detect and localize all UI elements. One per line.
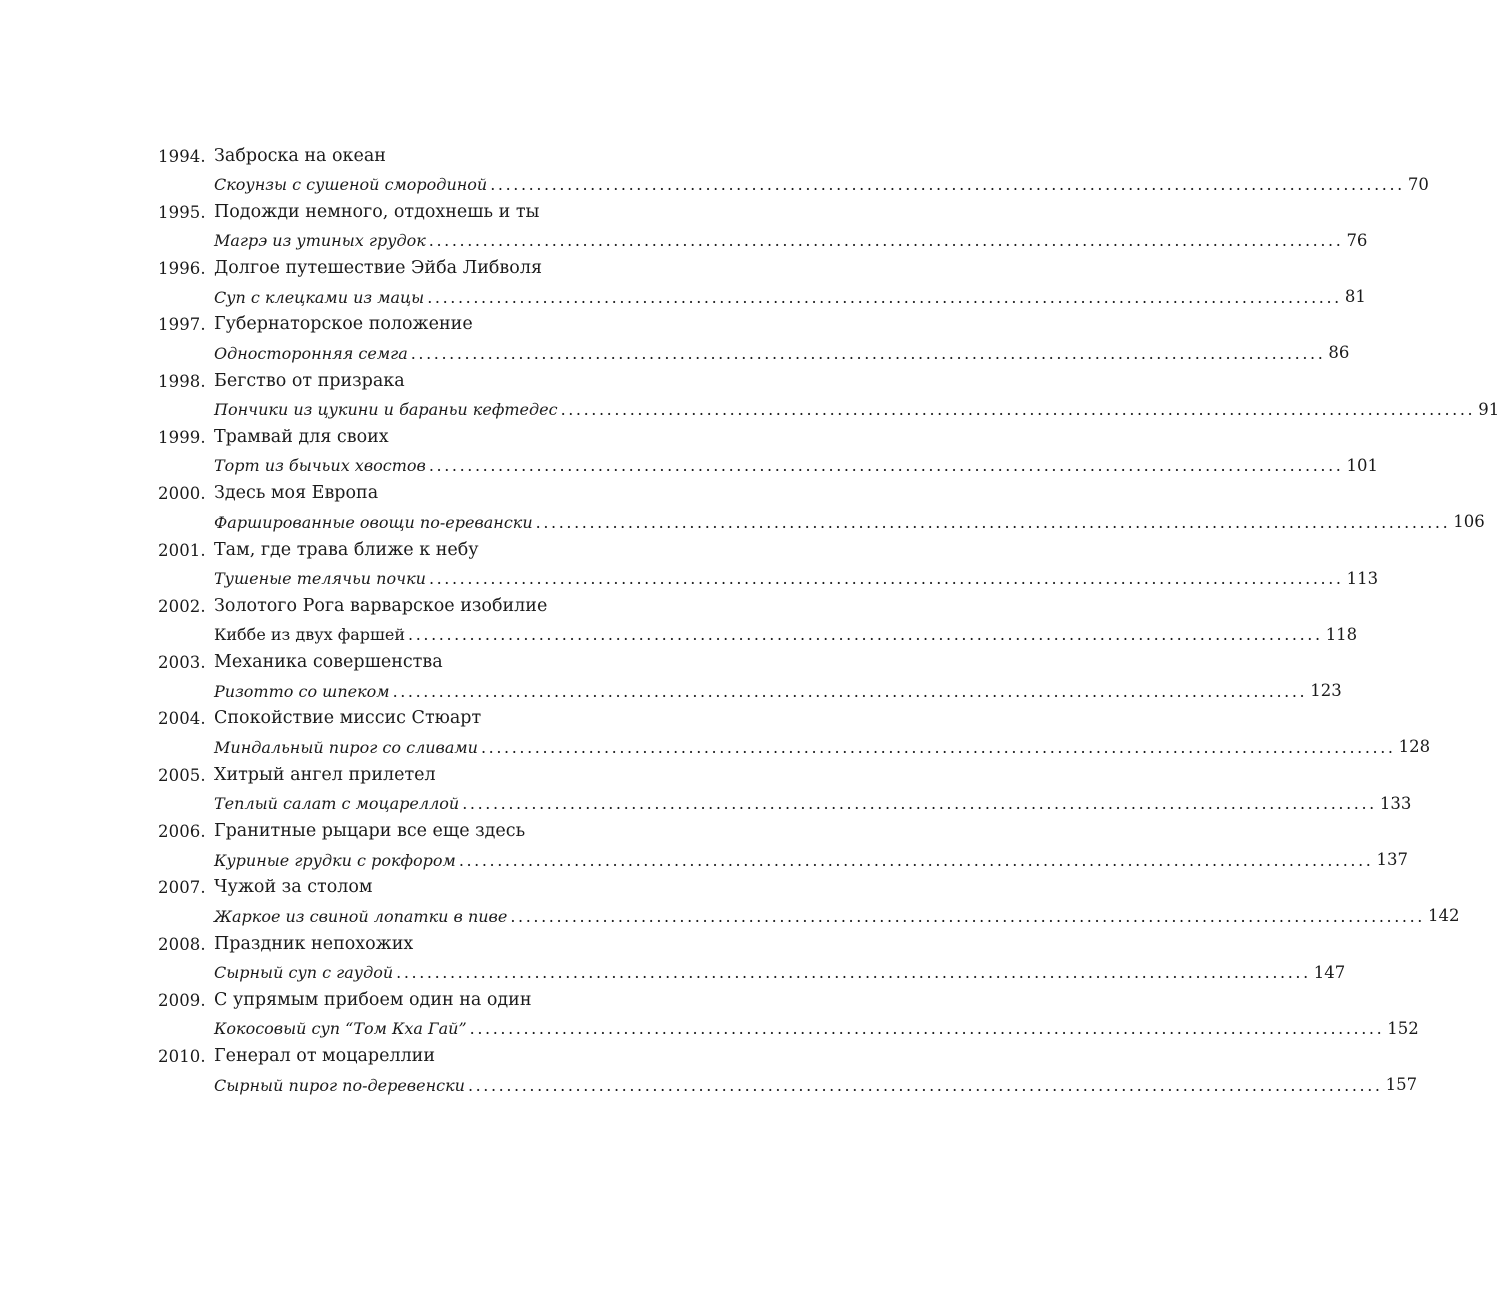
toc-entry-recipe-line bbox=[214, 562, 1379, 590]
toc-chapter-title: Губернаторское положение bbox=[214, 314, 473, 335]
toc-entry-heading bbox=[158, 984, 762, 1012]
toc-entry-recipe-line bbox=[214, 1012, 1419, 1040]
dot-leader: ....................................................................................................................... bbox=[510, 906, 1425, 926]
toc-page-number: 76 bbox=[1346, 230, 1368, 250]
toc-page-number: 142 bbox=[1427, 906, 1460, 926]
toc-page-number: 128 bbox=[1398, 737, 1431, 757]
toc-entry-recipe-line bbox=[214, 506, 1485, 534]
dot-leader: ....................................................................................................................... bbox=[428, 569, 1344, 589]
toc-entry bbox=[158, 928, 1346, 984]
toc-recipe-title: Сырный суп с гаудой bbox=[214, 963, 394, 983]
toc-chapter-title: Хитрый ангел прилетел bbox=[214, 764, 436, 785]
toc-page-number: 113 bbox=[1346, 568, 1379, 588]
toc-entry bbox=[158, 703, 1431, 759]
toc-recipe-title: Куриные грудки с рокфором bbox=[214, 850, 456, 870]
toc-page-number: 152 bbox=[1387, 1018, 1419, 1038]
toc-entry-heading bbox=[158, 365, 762, 393]
toc-page-number: 106 bbox=[1453, 512, 1485, 532]
toc-recipe-title: Сырный пирог по-деревенски bbox=[214, 1075, 465, 1095]
toc-year: 2010. bbox=[158, 1047, 206, 1067]
toc-entry-heading bbox=[158, 590, 762, 618]
toc-recipe-title: Торт из бычьих хвостов bbox=[214, 456, 426, 476]
toc-recipe-title: Ризотто со шпеком bbox=[214, 681, 390, 701]
toc-page-number: 123 bbox=[1310, 681, 1342, 701]
toc-entry-heading bbox=[158, 647, 762, 675]
toc-chapter-title: Здесь моя Европа bbox=[214, 483, 379, 504]
toc-entry bbox=[158, 478, 1485, 534]
toc-chapter-title: Бегство от призрака bbox=[214, 370, 405, 391]
toc-entry bbox=[158, 309, 1350, 365]
toc-year: 2005. bbox=[158, 765, 206, 785]
toc-entry-heading bbox=[158, 872, 762, 900]
toc-entry-recipe-line bbox=[214, 393, 1499, 421]
toc-entry bbox=[158, 421, 1378, 477]
toc-year: 2009. bbox=[158, 990, 206, 1010]
toc-chapter-title: Золотого Рога варварское изобилие bbox=[214, 595, 548, 616]
dot-leader: ....................................................................................................................... bbox=[535, 512, 1451, 532]
toc-entry bbox=[158, 759, 1412, 815]
toc-entry-heading bbox=[158, 1041, 762, 1069]
toc-year: 1995. bbox=[158, 202, 206, 222]
toc-entry bbox=[158, 872, 1460, 928]
toc-entry-recipe-line bbox=[214, 1069, 1418, 1097]
toc-entry-recipe-line bbox=[214, 844, 1408, 872]
dot-leader: ....................................................................................................................... bbox=[462, 794, 1377, 814]
toc-entry-recipe-line bbox=[214, 449, 1378, 477]
dot-leader: ....................................................................................................................... bbox=[396, 963, 1311, 983]
toc-recipe-title: Магрэ из утиных грудок bbox=[214, 231, 426, 251]
dot-leader: ....................................................................................................................... bbox=[467, 1075, 1383, 1095]
toc-chapter-title: Трамвай для своих bbox=[214, 426, 389, 447]
toc-entry-recipe-line bbox=[214, 731, 1431, 759]
toc-recipe-title: Киббе из двух фаршей bbox=[214, 625, 406, 645]
toc-year: 2008. bbox=[158, 934, 206, 954]
dot-leader: ....................................................................................................................... bbox=[428, 456, 1344, 476]
toc-entry-recipe-line bbox=[214, 281, 1366, 309]
toc-chapter-title: С упрямым прибоем один на один bbox=[214, 989, 532, 1010]
toc-chapter-title: Праздник непохожих bbox=[214, 933, 414, 954]
toc-entry-recipe-line bbox=[214, 956, 1346, 984]
toc-recipe-title: Пончики из цукини и бараньи кефтедес bbox=[214, 400, 558, 420]
dot-leader: ....................................................................................................................... bbox=[458, 850, 1374, 870]
toc-recipe-title: Односторонняя семга bbox=[214, 343, 408, 363]
dot-leader: ....................................................................................................................... bbox=[392, 681, 1308, 701]
toc-recipe-title: Скоунзы с сушеной смородиной bbox=[214, 175, 488, 194]
toc-recipe-title: Фаршированные овощи по-еревански bbox=[214, 512, 533, 532]
toc-page-number: 133 bbox=[1379, 793, 1412, 813]
toc-year: 2002. bbox=[158, 596, 206, 616]
toc-entry bbox=[158, 196, 1368, 252]
dot-leader: ....................................................................................................................... bbox=[490, 175, 1405, 194]
toc-entry-recipe-line bbox=[214, 900, 1460, 928]
toc-year: 2007. bbox=[158, 878, 206, 898]
toc-entry bbox=[158, 816, 1408, 872]
toc-entry bbox=[158, 647, 1342, 703]
toc-page-number: 137 bbox=[1376, 850, 1408, 870]
toc-entry-heading bbox=[158, 309, 762, 337]
toc-page-number: 91 bbox=[1478, 399, 1499, 419]
toc-entry-recipe-line bbox=[214, 787, 1412, 815]
toc-entry-heading bbox=[158, 703, 762, 731]
toc-entry bbox=[158, 534, 1379, 590]
toc-year: 1994. bbox=[158, 146, 206, 166]
toc-entry bbox=[158, 253, 1366, 309]
toc-year: 1998. bbox=[158, 371, 206, 391]
toc-entry-heading bbox=[158, 421, 762, 449]
toc-entry-recipe-line bbox=[214, 224, 1368, 252]
toc-recipe-title: Миндальный пирог со сливами bbox=[214, 737, 478, 757]
toc-entry-heading bbox=[158, 253, 762, 281]
dot-leader: ....................................................................................................................... bbox=[408, 625, 1323, 645]
toc-chapter-title: Чужой за столом bbox=[214, 877, 373, 898]
dot-leader: ....................................................................................................................... bbox=[428, 231, 1344, 251]
toc-page-number: 86 bbox=[1328, 343, 1350, 363]
toc-year: 2000. bbox=[158, 484, 206, 504]
dot-leader: ....................................................................................................................... bbox=[427, 287, 1342, 307]
toc-year: 1999. bbox=[158, 427, 206, 447]
toc-entry-recipe-line bbox=[214, 168, 1429, 196]
toc-page-number: 157 bbox=[1385, 1075, 1418, 1095]
toc-entry bbox=[158, 984, 1419, 1040]
toc-page-number: 70 bbox=[1407, 174, 1429, 194]
toc-recipe-title: Жаркое из свиной лопатки в пиве bbox=[214, 906, 508, 926]
toc-recipe-title: Суп с клецками из мацы bbox=[214, 287, 425, 307]
toc-entry bbox=[158, 590, 1358, 646]
dot-leader: ....................................................................................................................... bbox=[410, 343, 1326, 363]
dot-leader: ....................................................................................................................... bbox=[469, 1019, 1385, 1039]
toc-year: 2006. bbox=[158, 822, 206, 842]
toc-year: 1997. bbox=[158, 315, 206, 335]
toc-entry bbox=[158, 140, 1429, 196]
toc-entry-heading bbox=[158, 534, 762, 562]
toc-entry-recipe-line bbox=[214, 337, 1350, 365]
dot-leader: ....................................................................................................................... bbox=[560, 400, 1476, 420]
toc-year: 1996. bbox=[158, 259, 206, 279]
toc-chapter-title: Механика совершенства bbox=[214, 652, 443, 673]
dot-leader: ....................................................................................................................... bbox=[480, 737, 1396, 757]
toc-chapter-title: Долгое путешествие Эйба Либволя bbox=[214, 258, 542, 279]
toc-chapter-title: Там, где трава ближе к небу bbox=[214, 539, 479, 560]
toc-entry-recipe-line bbox=[214, 618, 1358, 646]
toc-entry bbox=[158, 365, 1499, 421]
toc-chapter-title: Генерал от моцареллии bbox=[214, 1046, 436, 1067]
toc-chapter-title: Подожди немного, отдохнешь и ты bbox=[214, 201, 540, 222]
toc-entry-heading bbox=[158, 140, 762, 168]
toc-page-number: 101 bbox=[1346, 455, 1378, 475]
toc-chapter-title: Гранитные рыцари все еще здесь bbox=[214, 821, 526, 842]
toc-year: 2004. bbox=[158, 709, 206, 729]
toc-entry-recipe-line bbox=[214, 675, 1342, 703]
toc-recipe-title: Кокосовый суп “Том Кха Гай” bbox=[214, 1019, 467, 1039]
toc-entry-heading bbox=[158, 816, 762, 844]
toc-chapter-title: Заброска на океан bbox=[214, 145, 386, 166]
toc-entry-heading bbox=[158, 196, 762, 224]
toc-recipe-title: Теплый салат с моцареллой bbox=[214, 794, 460, 814]
toc-year: 2001. bbox=[158, 540, 206, 560]
toc-page-number: 147 bbox=[1313, 962, 1346, 982]
toc-page-number: 118 bbox=[1325, 624, 1358, 644]
toc-recipe-title: Тушеные телячьи почки bbox=[214, 569, 426, 589]
toc-page-number: 81 bbox=[1344, 287, 1366, 307]
table-of-contents bbox=[158, 140, 1499, 1097]
toc-entry-heading bbox=[158, 928, 762, 956]
toc-entry bbox=[158, 1041, 1418, 1097]
toc-entry-heading bbox=[158, 759, 762, 787]
toc-entry-heading bbox=[158, 478, 762, 506]
toc-chapter-title: Спокойствие миссис Стюарт bbox=[214, 708, 482, 729]
toc-year: 2003. bbox=[158, 653, 206, 673]
